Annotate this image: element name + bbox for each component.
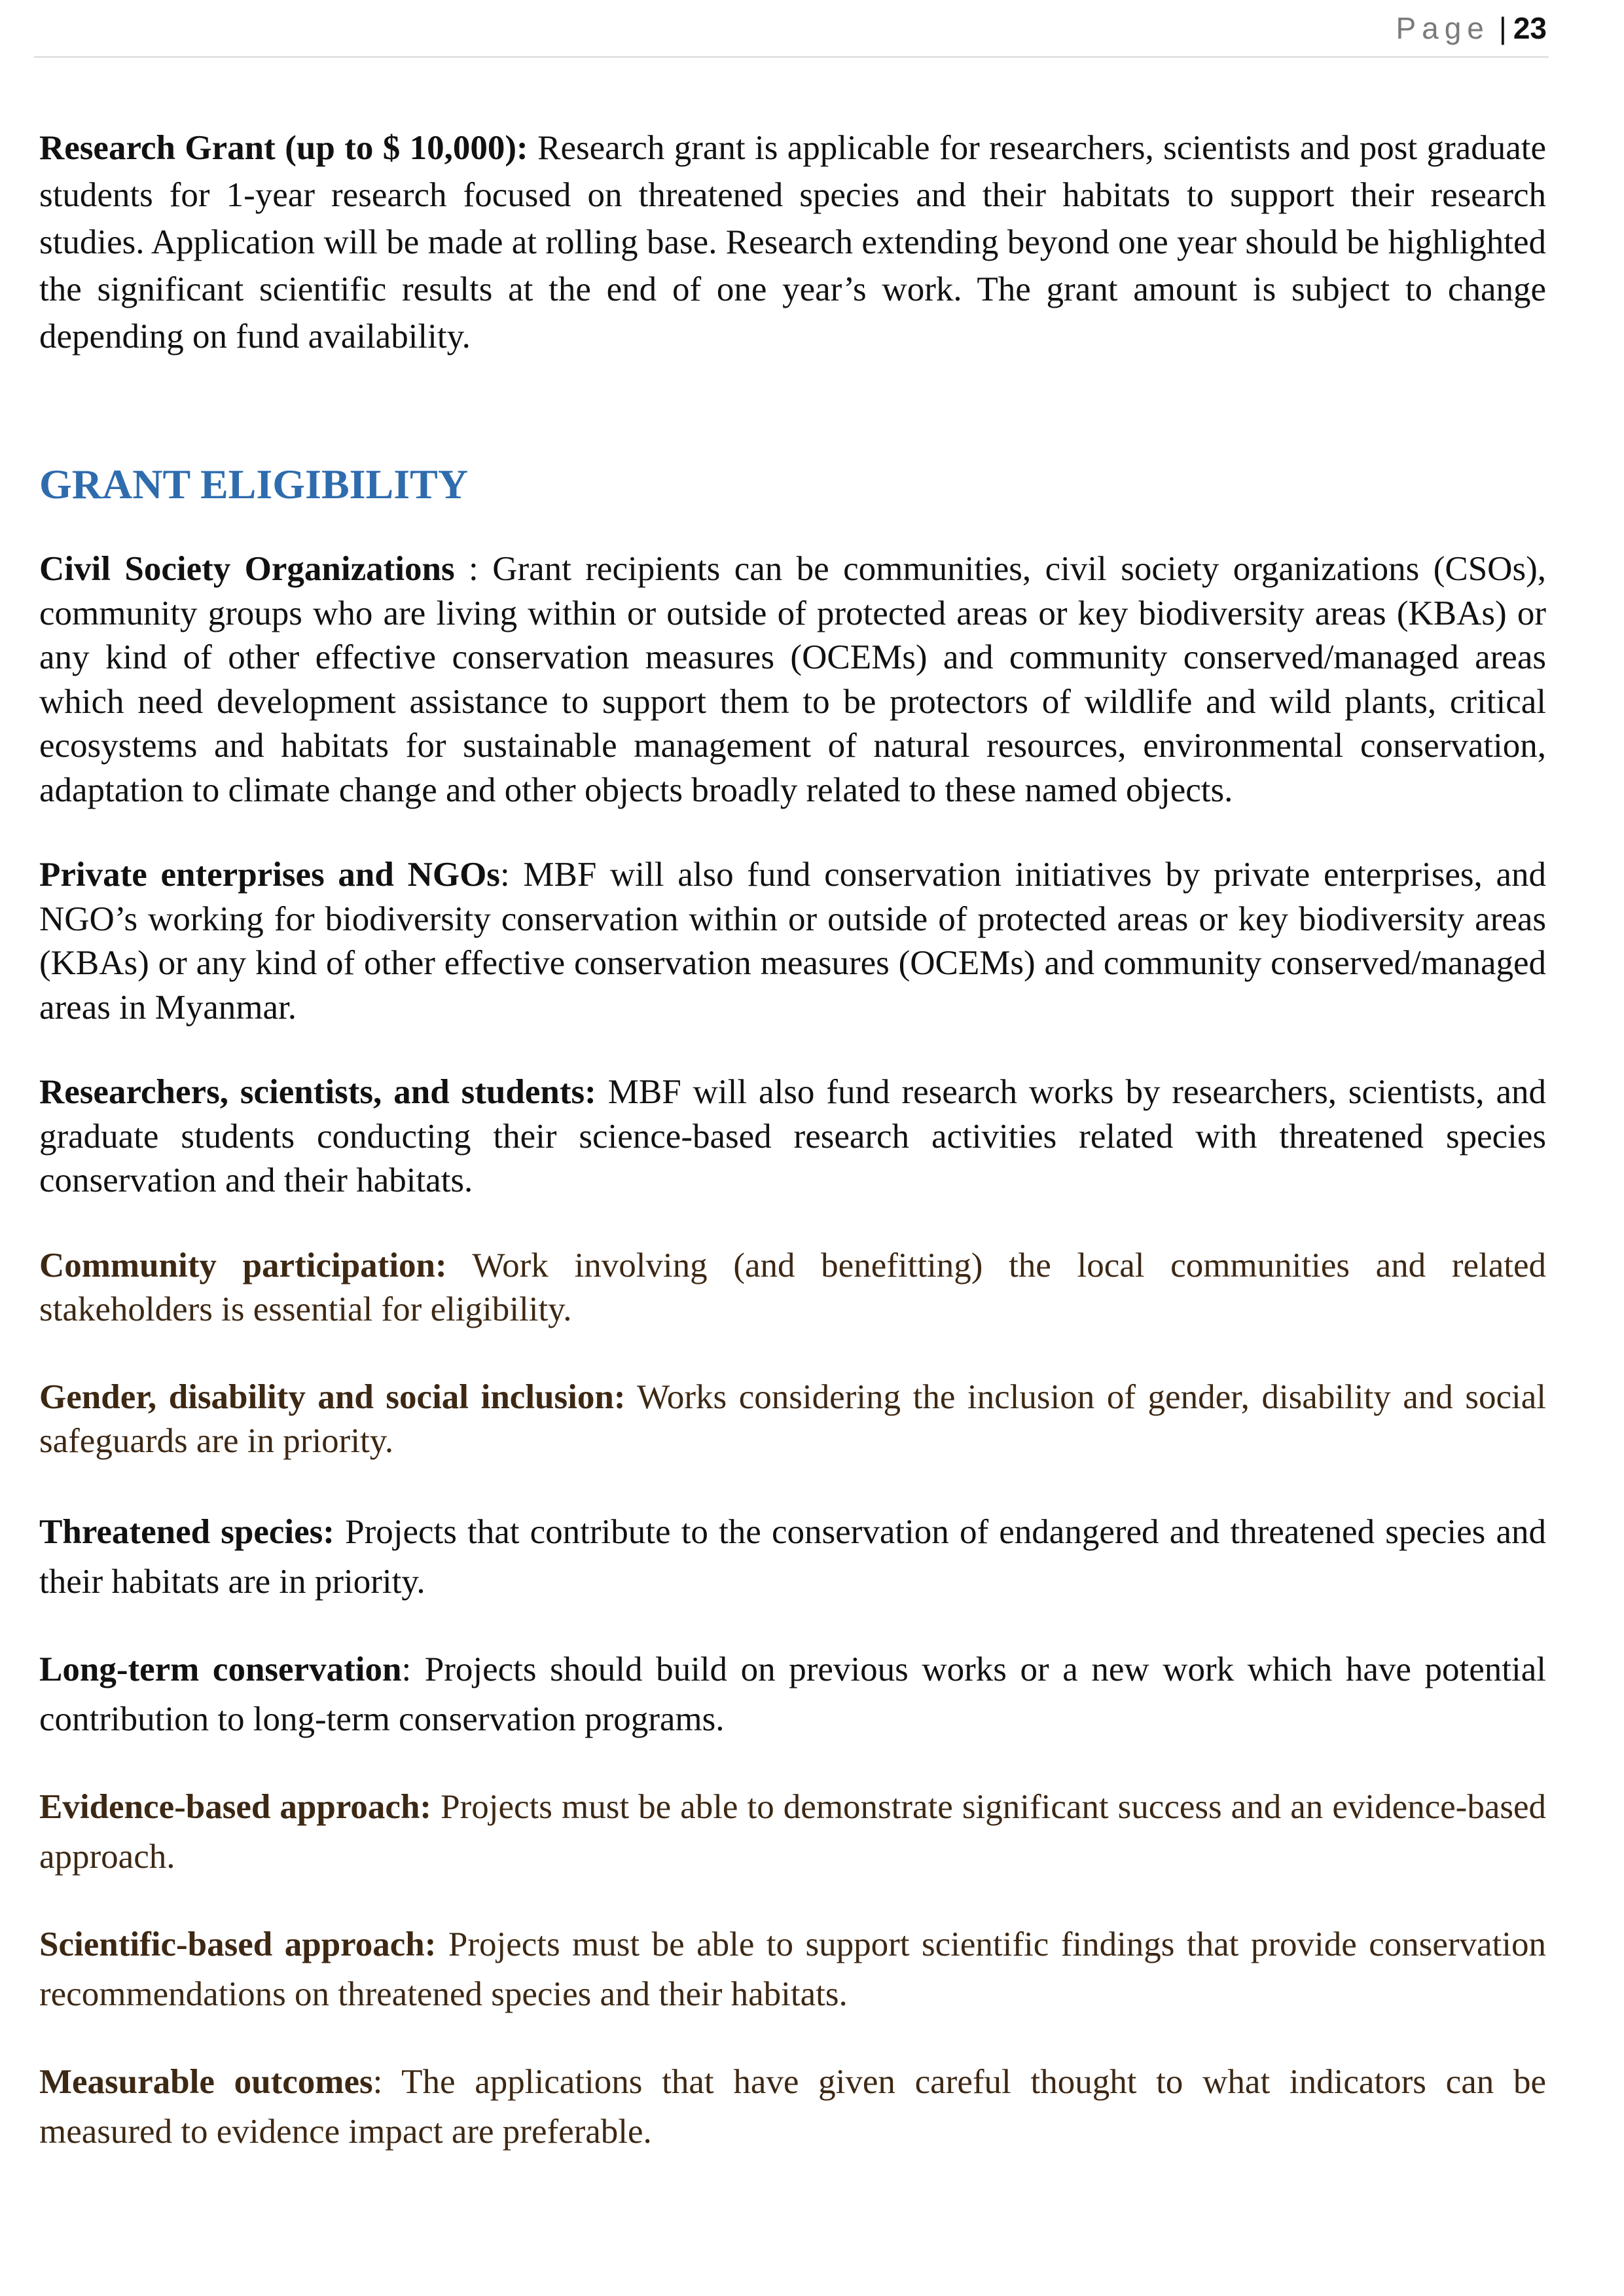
eligibility-private-enterprises (39, 853, 1546, 1030)
eligibility-term: Threatened species: (39, 1512, 334, 1551)
header-rule (34, 56, 1549, 58)
eligibility-text: Works considering the inclusion of gender, disability and social safeguards are in priority. (39, 1377, 1547, 1460)
eligibility-long-term-conservation (39, 1645, 1546, 1744)
eligibility-scientific-based (39, 1920, 1546, 2019)
eligibility-text: : The applications that have given careful thought to what indicators can be measured to evidence impact are preferable. (39, 2062, 1546, 2151)
eligibility-researchers (39, 1070, 1546, 1203)
eligibility-text: Projects must be able to support scientific findings that provide conservation recommendations on threatened species and their habitats. (39, 1925, 1546, 2013)
eligibility-term: Researchers, scientists, and students: (39, 1073, 596, 1111)
eligibility-evidence-based (39, 1782, 1546, 1882)
eligibility-term: Evidence-based approach: (39, 1787, 432, 1826)
eligibility-cso (39, 547, 1546, 812)
eligibility-community-participation (39, 1244, 1546, 1332)
eligibility-term: Measurable outcomes (39, 2062, 373, 2101)
page-number: 23 (1513, 11, 1547, 45)
page-label: Page (1396, 11, 1490, 45)
eligibility-text: : MBF will also fund conservation initiatives by private enterprises, and NGO’s working for biodiversity conservation within or outside of protected areas or key biodiversity areas (KBAs) or any kind of other effective conservation measures (OCEMs) and community conserved/managed areas in Myanmar. (39, 856, 1547, 1027)
eligibility-text: : Grant recipients can be communities, civil society organizations (CSOs), community groups who are living within or outside of protected areas or key biodiversity areas (KBAs) or any kind of other effective conservation measures (OCEMs) and community conserved/managed areas which need development assistance to support them to be protectors of wildlife and wild plants, critical ecosystems and habitats for sustainable management of natural resources, environmental conservation, adaptation to climate change and other objects broadly related to these named objects. (39, 550, 1546, 809)
research-grant-text: Research grant is applicable for researchers, scientists and post graduate students for 1-year research focused on threatened species and their habitats to support their research studies. Application will be made at rolling base. Research extending beyond one year should be highlighted the significant scientific results at the end of one year’s work. The grant amount is subject to change depending on fund availability. (39, 129, 1546, 355)
section-title: GRANT ELIGIBILITY (39, 461, 469, 507)
eligibility-term: Scientific-based approach: (39, 1925, 437, 1963)
eligibility-term: Long-term conservation (39, 1650, 402, 1688)
eligibility-text: MBF will also fund research works by researchers, scientists, and graduate students conducting their science-based research activities related with threatened species conservation and their habitats. (39, 1073, 1546, 1199)
eligibility-term: Community participation: (39, 1246, 447, 1285)
eligibility-term: Civil Society Organizations (39, 550, 455, 588)
eligibility-text: Projects must be able to demonstrate significant success and an evidence-based approach. (39, 1787, 1546, 1876)
page-separator: | (1498, 11, 1507, 45)
research-grant-term: Research Grant (up to $ 10,000): (39, 129, 528, 167)
eligibility-text: Work involving (and benefitting) the local communities and related stakeholders is essential for eligibility. (39, 1246, 1546, 1328)
eligibility-gender-inclusion (39, 1376, 1546, 1464)
eligibility-threatened-species (39, 1507, 1546, 1607)
eligibility-term: Private enterprises and NGOs (39, 856, 500, 894)
eligibility-text: Projects that contribute to the conservation of endangered and threatened species and their habitats are in priority. (39, 1512, 1546, 1601)
document-body (39, 124, 1546, 2157)
eligibility-text: : Projects should build on previous works or a new work which have potential contribution to long-term conservation programs. (39, 1650, 1546, 1738)
eligibility-measurable-outcomes (39, 2057, 1546, 2157)
page-header (1396, 10, 1547, 46)
research-grant-paragraph (39, 124, 1546, 360)
eligibility-term: Gender, disability and social inclusion: (39, 1377, 626, 1416)
